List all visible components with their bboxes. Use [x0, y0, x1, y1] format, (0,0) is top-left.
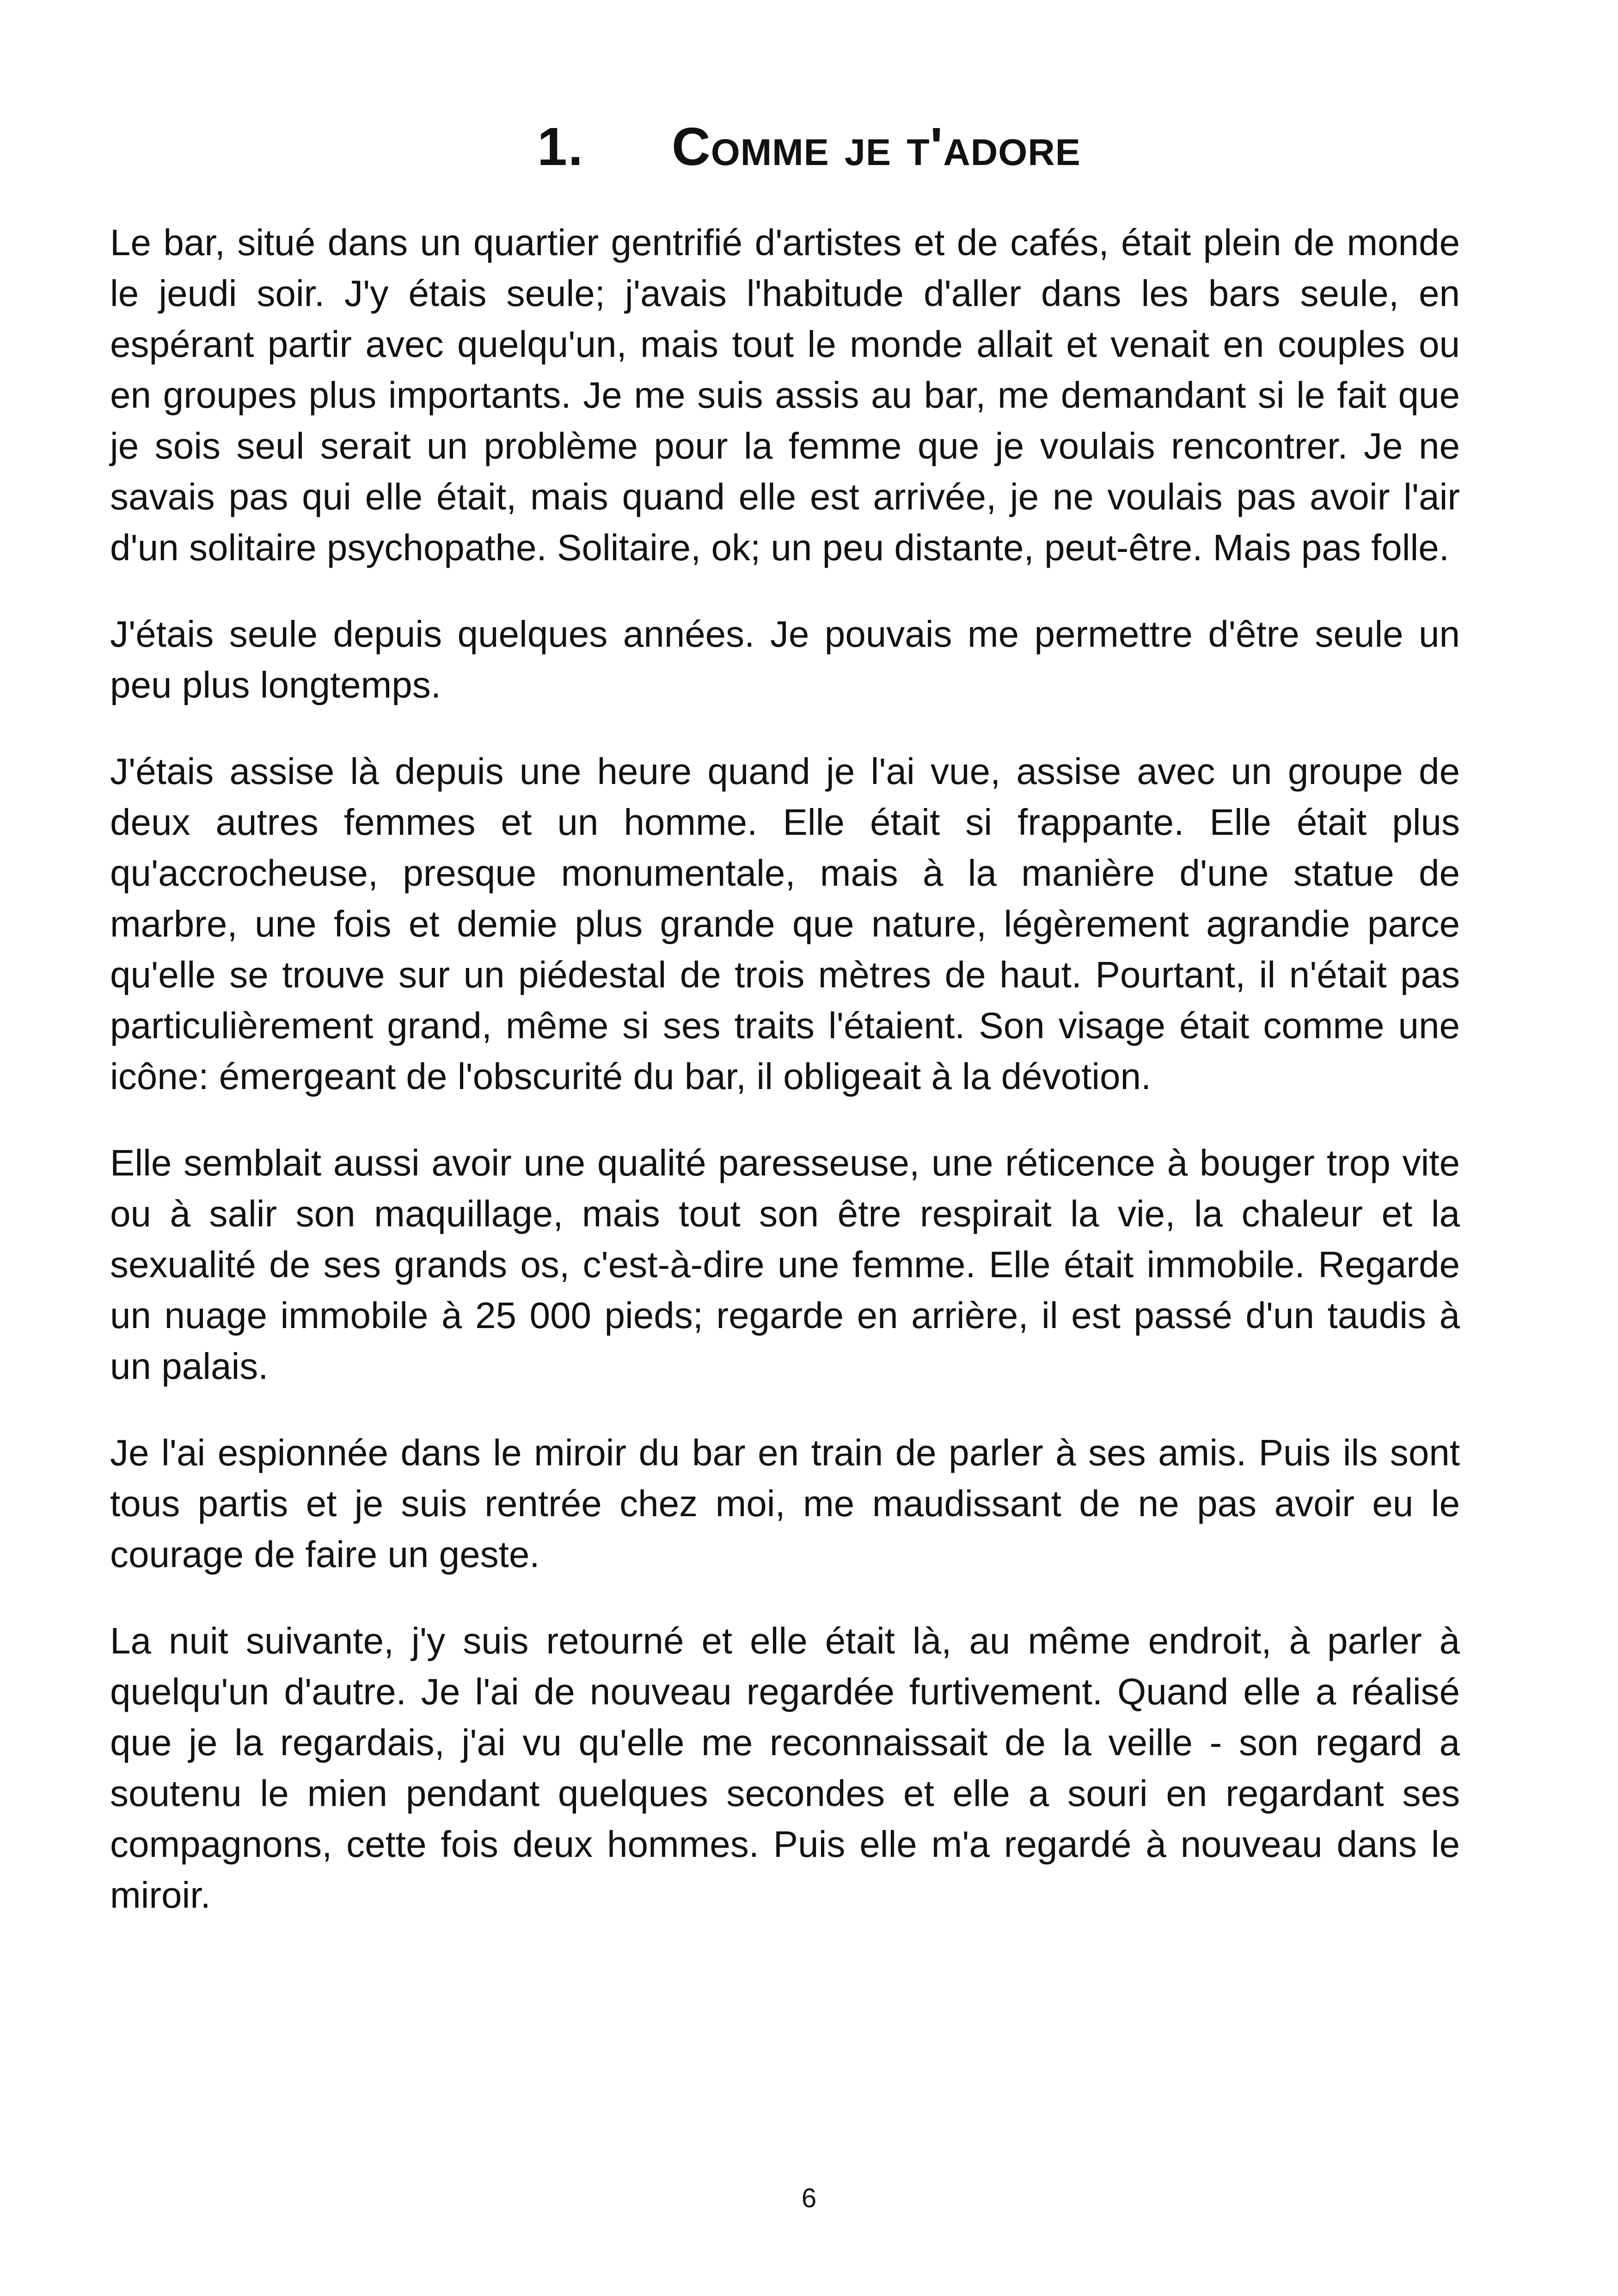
paragraph: La nuit suivante, j'y suis retourné et elle était là, au même endroit, à parler à quelqu'un d'autre. Je l'ai de nouveau regardée furtivement. Quand elle a réalisé que je la regardais, j'ai vu qu'elle me reconnaissait de la veille - son regard a soutenu le mien pendant quelques secondes et elle a souri en regardant ses compagnons, cette fois deux hommes. Puis elle m'a regardé à nouveau dans le miroir. [110, 1620, 1460, 1916]
paragraph: Elle semblait aussi avoir une qualité paresseuse, une réticence à bouger trop vite ou à salir son maquillage, mais tout son être respirait la vie, la chaleur et la sexualité de ses grands os, c'est-à-dire une femme. Elle était immobile. Regarde un nuage immobile à 25 000 pieds; regarde en arrière, il est passé d'un taudis à un palais. [110, 1142, 1460, 1387]
paragraph: Je l'ai espionnée dans le miroir du bar en train de parler à ses amis. Puis ils sont tous partis et je suis rentrée chez moi, me maudissant de ne pas avoir eu le courage de faire un geste. [110, 1432, 1460, 1575]
body-text [110, 217, 1460, 1956]
paragraph: J'étais assise là depuis une heure quand je l'ai vue, assise avec un groupe de deux autres femmes et un homme. Elle était si frappante. Elle était plus qu'accrocheuse, presque monumentale, mais à la manière d'une statue de marbre, une fois et demie plus grande que nature, légèrement agrandie parce qu'elle se trouve sur un piédestal de trois mètres de haut. Pourtant, il n'était pas particulièrement grand, même si ses traits l'étaient. Son visage était comme une icône: émergeant de l'obscurité du bar, il obligeait à la dévotion. [110, 751, 1460, 1097]
chapter-number: 1. [537, 116, 584, 177]
chapter-title: Comme je t'adore [671, 116, 1081, 177]
chapter-heading [0, 116, 1618, 178]
page-number: 6 [801, 2183, 817, 2213]
paragraph: Le bar, situé dans un quartier gentrifié d'artistes et de cafés, était plein de monde le jeudi soir. J'y étais seule; j'avais l'habitude d'aller dans les bars seule, en espérant partir avec quelqu'un, mais tout le monde allait et venait en couples ou en groupes plus importants. Je me suis assis au bar, me demandant si le fait que je sois seul serait un problème pour la femme que je voulais rencontrer. Je ne savais pas qui elle était, mais quand elle est arrivée, je ne voulais pas avoir l'air d'un solitaire psychopathe. Solitaire, ok; un peu distante, peut-être. Mais pas folle. [110, 222, 1460, 568]
paragraph: J'étais seule depuis quelques années. Je pouvais me permettre d'être seule un peu plus longtemps. [110, 613, 1460, 705]
